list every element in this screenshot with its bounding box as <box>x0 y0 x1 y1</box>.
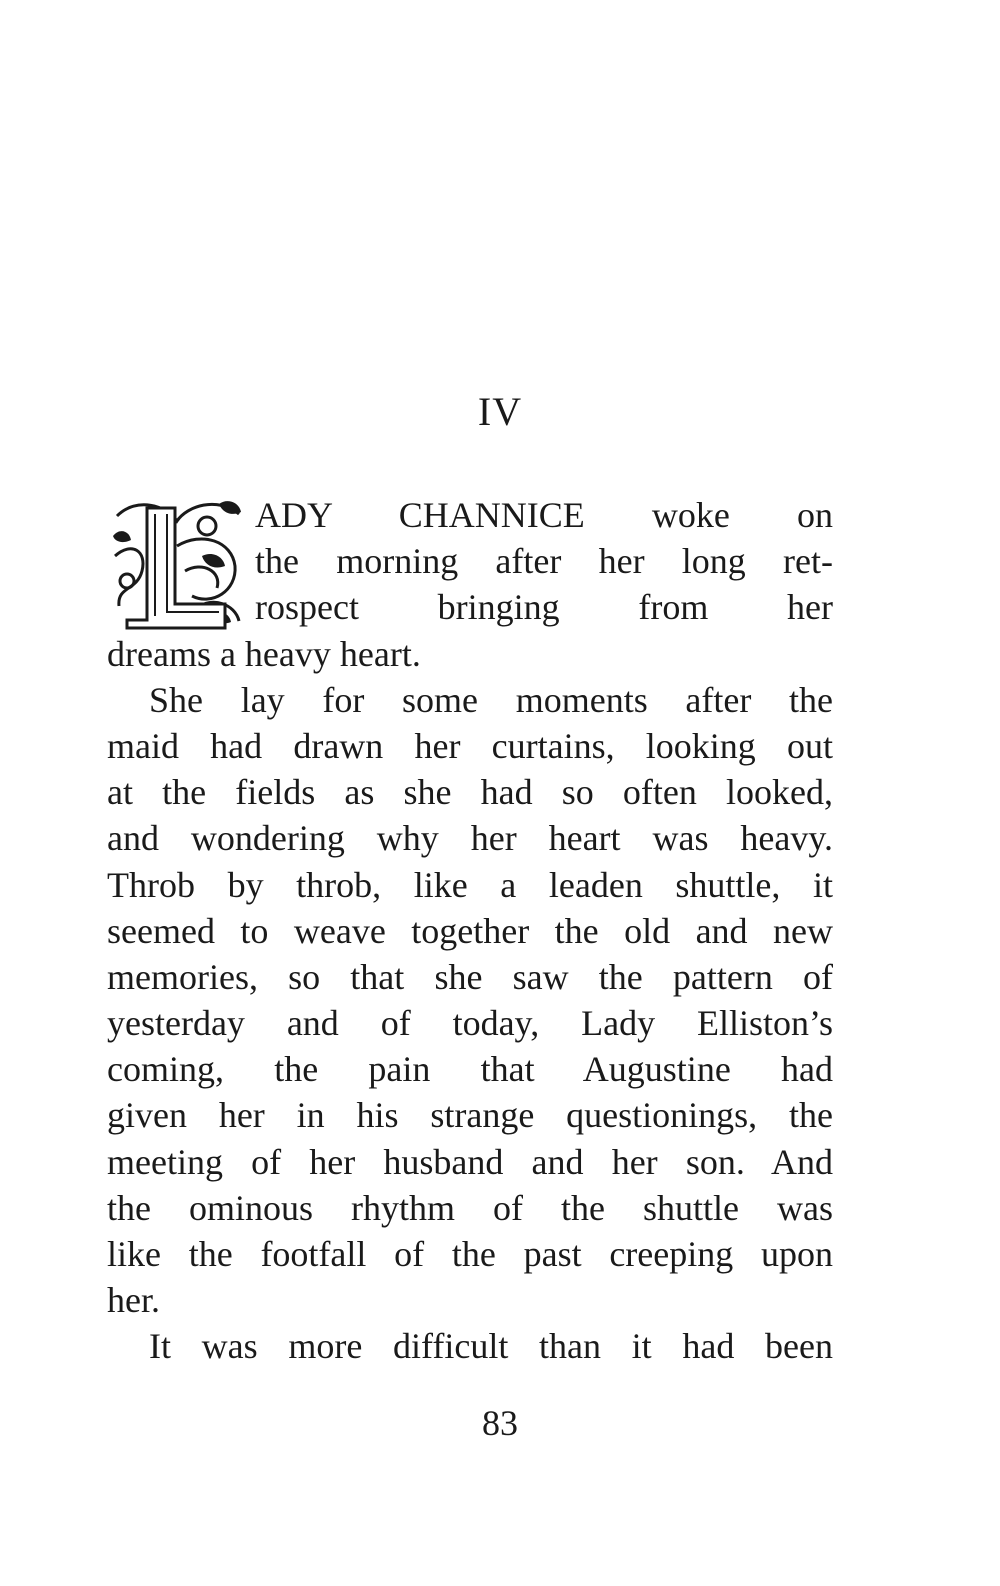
text-line: maid had drawn her curtains, looking out <box>107 725 833 766</box>
text-line: ADY CHANNICE woke on <box>255 495 833 535</box>
text-line: dreams a heavy heart. <box>107 633 421 674</box>
text-line: rospect bringing from her <box>255 587 833 628</box>
text-line: memories, so that she saw the pattern of <box>107 956 833 997</box>
text-line: meeting of her husband and her son. And <box>107 1141 833 1182</box>
page-number: 83 <box>482 1403 518 1443</box>
text-line: her. <box>107 1280 160 1321</box>
text-line: like the footfall of the past creeping upon <box>107 1234 833 1274</box>
text-line: It was more difficult than it had been <box>149 1326 833 1367</box>
text-line: coming, the pain that Augustine had <box>107 1049 833 1090</box>
text-line: and wondering why her heart was heavy. <box>107 818 833 859</box>
text-line: She lay for some moments after the <box>149 679 833 720</box>
text-line: the ominous rhythm of the shuttle was <box>107 1187 833 1228</box>
text-line: at the fields as she had so often looked, <box>107 772 833 813</box>
text-line: given her in his strange questionings, the <box>107 1095 833 1136</box>
text-line: yesterday and of today, Lady Elliston’s <box>107 1003 833 1044</box>
body-text <box>107 492 833 1370</box>
text-line: the morning after her long ret- <box>255 541 833 582</box>
text-line: Throb by throb, like a leaden shuttle, it <box>107 864 833 905</box>
text-line: seemed to weave together the old and new <box>107 910 833 951</box>
chapter-heading: IV <box>477 389 523 434</box>
